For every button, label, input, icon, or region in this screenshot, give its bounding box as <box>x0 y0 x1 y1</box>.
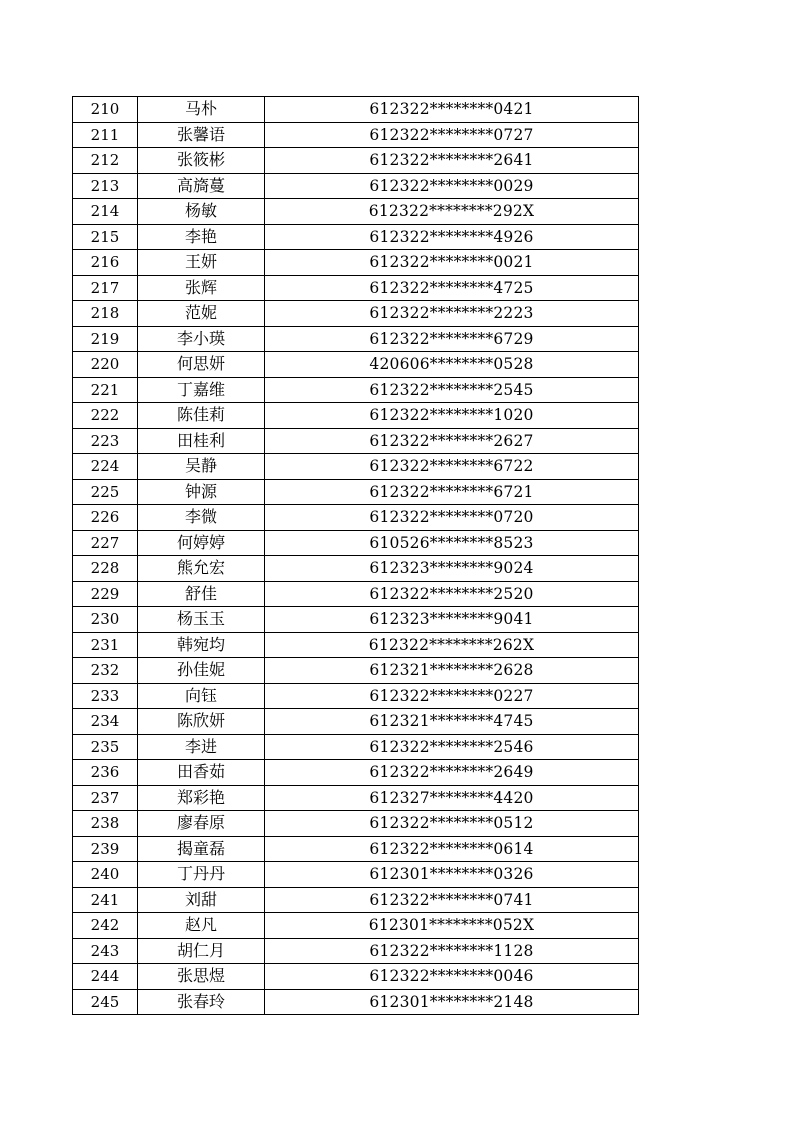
row-number: 220 <box>73 352 138 378</box>
table-row <box>73 607 639 633</box>
row-number: 225 <box>73 479 138 505</box>
table-row <box>73 862 639 888</box>
row-number: 231 <box>73 632 138 658</box>
row-number: 238 <box>73 811 138 837</box>
row-number: 244 <box>73 964 138 990</box>
id-number: 612327********4420 <box>265 785 639 811</box>
row-number: 229 <box>73 581 138 607</box>
id-number: 612322********6722 <box>265 454 639 480</box>
id-number: 612322********4725 <box>265 275 639 301</box>
row-number: 235 <box>73 734 138 760</box>
table-row <box>73 454 639 480</box>
id-number: 612322********2545 <box>265 377 639 403</box>
person-name: 郑彩艳 <box>138 785 265 811</box>
person-name: 孙佳妮 <box>138 658 265 684</box>
table-row <box>73 785 639 811</box>
row-number: 232 <box>73 658 138 684</box>
table-row <box>73 658 639 684</box>
table-row <box>73 352 639 378</box>
row-number: 222 <box>73 403 138 429</box>
person-name: 田桂利 <box>138 428 265 454</box>
table-row <box>73 148 639 174</box>
person-name: 廖春原 <box>138 811 265 837</box>
table-row <box>73 887 639 913</box>
id-number: 612322********2520 <box>265 581 639 607</box>
row-number: 213 <box>73 173 138 199</box>
id-number: 612323********9041 <box>265 607 639 633</box>
row-number: 214 <box>73 199 138 225</box>
person-name: 何思妍 <box>138 352 265 378</box>
person-name: 胡仁月 <box>138 938 265 964</box>
table-row <box>73 377 639 403</box>
table-row <box>73 964 639 990</box>
person-name: 陈佳莉 <box>138 403 265 429</box>
row-number: 236 <box>73 760 138 786</box>
id-number: 612322********2649 <box>265 760 639 786</box>
id-number: 612322********0512 <box>265 811 639 837</box>
table-row <box>73 760 639 786</box>
row-number: 230 <box>73 607 138 633</box>
person-name: 钟源 <box>138 479 265 505</box>
id-number: 612322********0741 <box>265 887 639 913</box>
roster-table <box>72 96 639 1015</box>
id-number: 612322********0720 <box>265 505 639 531</box>
row-number: 215 <box>73 224 138 250</box>
id-number: 612322********0727 <box>265 122 639 148</box>
table-row <box>73 581 639 607</box>
id-number: 610526********8523 <box>265 530 639 556</box>
id-number: 612322********1128 <box>265 938 639 964</box>
id-number: 612322********2546 <box>265 734 639 760</box>
row-number: 239 <box>73 836 138 862</box>
person-name: 张春玲 <box>138 989 265 1015</box>
row-number: 227 <box>73 530 138 556</box>
row-number: 221 <box>73 377 138 403</box>
id-number: 612322********4926 <box>265 224 639 250</box>
person-name: 赵凡 <box>138 913 265 939</box>
id-number: 612322********6721 <box>265 479 639 505</box>
row-number: 212 <box>73 148 138 174</box>
person-name: 向钰 <box>138 683 265 709</box>
id-number: 420606********0528 <box>265 352 639 378</box>
row-number: 224 <box>73 454 138 480</box>
table-row <box>73 275 639 301</box>
row-number: 237 <box>73 785 138 811</box>
row-number: 211 <box>73 122 138 148</box>
table-row <box>73 632 639 658</box>
person-name: 张馨语 <box>138 122 265 148</box>
row-number: 243 <box>73 938 138 964</box>
person-name: 李进 <box>138 734 265 760</box>
table-row <box>73 505 639 531</box>
table-row <box>73 479 639 505</box>
id-number: 612322********0029 <box>265 173 639 199</box>
person-name: 丁嘉维 <box>138 377 265 403</box>
id-number: 612321********2628 <box>265 658 639 684</box>
table-row <box>73 734 639 760</box>
person-name: 丁丹丹 <box>138 862 265 888</box>
id-number: 612322********292X <box>265 199 639 225</box>
person-name: 杨敏 <box>138 199 265 225</box>
id-number: 612322********2641 <box>265 148 639 174</box>
table-row <box>73 938 639 964</box>
row-number: 234 <box>73 709 138 735</box>
table-row <box>73 301 639 327</box>
person-name: 韩宛均 <box>138 632 265 658</box>
table-row <box>73 428 639 454</box>
table-row <box>73 326 639 352</box>
person-name: 舒佳 <box>138 581 265 607</box>
id-number: 612322********2223 <box>265 301 639 327</box>
person-name: 张辉 <box>138 275 265 301</box>
row-number: 245 <box>73 989 138 1015</box>
person-name: 刘甜 <box>138 887 265 913</box>
person-name: 熊允宏 <box>138 556 265 582</box>
person-name: 李小瑛 <box>138 326 265 352</box>
id-number: 612301********052X <box>265 913 639 939</box>
person-name: 张思煜 <box>138 964 265 990</box>
person-name: 范妮 <box>138 301 265 327</box>
id-number: 612322********1020 <box>265 403 639 429</box>
person-name: 王妍 <box>138 250 265 276</box>
id-number: 612322********0614 <box>265 836 639 862</box>
table-row <box>73 836 639 862</box>
table-row <box>73 403 639 429</box>
person-name: 何婷婷 <box>138 530 265 556</box>
id-number: 612322********6729 <box>265 326 639 352</box>
row-number: 242 <box>73 913 138 939</box>
row-number: 218 <box>73 301 138 327</box>
row-number: 226 <box>73 505 138 531</box>
table-row <box>73 250 639 276</box>
table-row <box>73 122 639 148</box>
person-name: 李艳 <box>138 224 265 250</box>
id-number: 612301********0326 <box>265 862 639 888</box>
id-number: 612322********0046 <box>265 964 639 990</box>
table-row <box>73 199 639 225</box>
person-name: 李微 <box>138 505 265 531</box>
row-number: 216 <box>73 250 138 276</box>
row-number: 240 <box>73 862 138 888</box>
id-number: 612321********4745 <box>265 709 639 735</box>
person-name: 杨玉玉 <box>138 607 265 633</box>
row-number: 219 <box>73 326 138 352</box>
id-number: 612301********2148 <box>265 989 639 1015</box>
person-name: 高旖蔓 <box>138 173 265 199</box>
id-number: 612322********0021 <box>265 250 639 276</box>
id-number: 612322********262X <box>265 632 639 658</box>
person-name: 马朴 <box>138 97 265 123</box>
person-name: 张筱彬 <box>138 148 265 174</box>
table-row <box>73 683 639 709</box>
person-name: 揭童磊 <box>138 836 265 862</box>
row-number: 241 <box>73 887 138 913</box>
id-number: 612322********2627 <box>265 428 639 454</box>
row-number: 228 <box>73 556 138 582</box>
table-row <box>73 913 639 939</box>
row-number: 233 <box>73 683 138 709</box>
table-row <box>73 224 639 250</box>
id-number: 612322********0227 <box>265 683 639 709</box>
table-row <box>73 530 639 556</box>
table-row <box>73 173 639 199</box>
table-row <box>73 989 639 1015</box>
person-name: 吴静 <box>138 454 265 480</box>
row-number: 217 <box>73 275 138 301</box>
table-row <box>73 97 639 123</box>
table-row <box>73 556 639 582</box>
table-row <box>73 811 639 837</box>
person-name: 陈欣妍 <box>138 709 265 735</box>
id-number: 612323********9024 <box>265 556 639 582</box>
roster-body <box>73 97 639 1015</box>
id-number: 612322********0421 <box>265 97 639 123</box>
row-number: 210 <box>73 97 138 123</box>
table-row <box>73 709 639 735</box>
row-number: 223 <box>73 428 138 454</box>
person-name: 田香茹 <box>138 760 265 786</box>
